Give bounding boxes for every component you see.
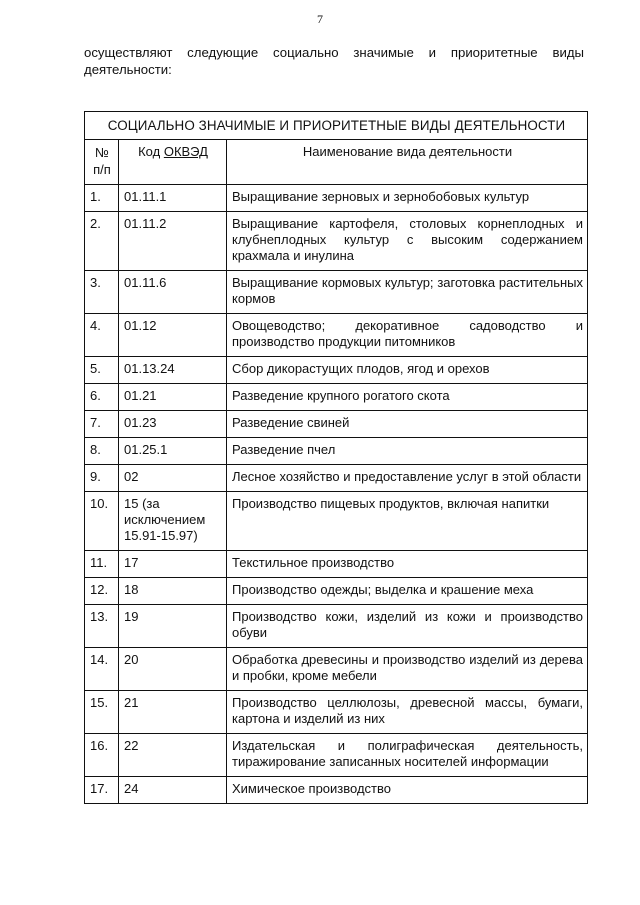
row-number: 4. bbox=[85, 314, 119, 357]
row-activity-name: Производство пищевых продуктов, включая напитки bbox=[227, 492, 588, 551]
row-activity-name: Выращивание зерновых и зернобобовых культур bbox=[227, 185, 588, 212]
table-row bbox=[85, 691, 588, 734]
header-number bbox=[85, 140, 119, 185]
row-okved-code: 24 bbox=[119, 777, 227, 804]
row-activity-name: Разведение крупного рогатого скота bbox=[227, 384, 588, 411]
row-okved-code: 01.11.2 bbox=[119, 212, 227, 271]
row-okved-code: 02 bbox=[119, 465, 227, 492]
row-activity-name: Выращивание картофеля, столовых корнеплодных и клубнеплодных культур с высоким содержанием крахмала и инулина bbox=[227, 212, 588, 271]
activities-table bbox=[84, 111, 588, 804]
header-number-line2: п/п bbox=[93, 162, 111, 177]
row-activity-name: Издательская и полиграфическая деятельность, тиражирование записанных носителей информации bbox=[227, 734, 588, 777]
row-okved-code: 01.12 bbox=[119, 314, 227, 357]
header-code bbox=[119, 140, 227, 185]
row-activity-name: Производство кожи, изделий из кожи и производство обуви bbox=[227, 605, 588, 648]
row-number: 2. bbox=[85, 212, 119, 271]
row-number: 7. bbox=[85, 411, 119, 438]
row-activity-name: Химическое производство bbox=[227, 777, 588, 804]
row-number: 5. bbox=[85, 357, 119, 384]
table-row bbox=[85, 648, 588, 691]
row-number: 6. bbox=[85, 384, 119, 411]
row-okved-code: 01.23 bbox=[119, 411, 227, 438]
table-body bbox=[85, 185, 588, 804]
table-row bbox=[85, 271, 588, 314]
header-code-abbr: ОКВЭД bbox=[163, 144, 208, 159]
row-activity-name: Овощеводство; декоративное садоводство и производство продукции питомников bbox=[227, 314, 588, 357]
header-code-prefix: Код bbox=[138, 144, 161, 159]
row-number: 13. bbox=[85, 605, 119, 648]
row-activity-name: Обработка древесины и производство изделий из дерева и пробки, кроме мебели bbox=[227, 648, 588, 691]
table-title-row bbox=[85, 112, 588, 140]
row-okved-code: 01.21 bbox=[119, 384, 227, 411]
row-okved-code: 01.25.1 bbox=[119, 438, 227, 465]
row-number: 11. bbox=[85, 551, 119, 578]
row-activity-name: Производство одежды; выделка и крашение меха bbox=[227, 578, 588, 605]
row-okved-code: 01.11.6 bbox=[119, 271, 227, 314]
row-number: 8. bbox=[85, 438, 119, 465]
row-okved-code: 22 bbox=[119, 734, 227, 777]
table-row bbox=[85, 357, 588, 384]
row-number: 16. bbox=[85, 734, 119, 777]
table-title: СОЦИАЛЬНО ЗНАЧИМЫЕ И ПРИОРИТЕТНЫЕ ВИДЫ ДЕЯТЕЛЬНОСТИ bbox=[85, 112, 588, 140]
row-okved-code: 20 bbox=[119, 648, 227, 691]
row-okved-code: 19 bbox=[119, 605, 227, 648]
row-number: 9. bbox=[85, 465, 119, 492]
header-activity-name: Наименование вида деятельности bbox=[227, 140, 588, 185]
page-number: 7 bbox=[317, 12, 323, 26]
row-activity-name: Производство целлюлозы, древесной массы, бумаги, картона и изделий из них bbox=[227, 691, 588, 734]
table-row bbox=[85, 578, 588, 605]
table-row bbox=[85, 384, 588, 411]
row-okved-code: 15 (за исключением 15.91-15.97) bbox=[119, 492, 227, 551]
row-number: 10. bbox=[85, 492, 119, 551]
row-activity-name: Сбор дикорастущих плодов, ягод и орехов bbox=[227, 357, 588, 384]
row-okved-code: 01.11.1 bbox=[119, 185, 227, 212]
header-number-line1: № bbox=[95, 145, 109, 160]
row-number: 1. bbox=[85, 185, 119, 212]
table-row bbox=[85, 314, 588, 357]
table-row bbox=[85, 777, 588, 804]
row-activity-name: Разведение свиней bbox=[227, 411, 588, 438]
row-number: 14. bbox=[85, 648, 119, 691]
row-activity-name: Текстильное производство bbox=[227, 551, 588, 578]
row-number: 17. bbox=[85, 777, 119, 804]
row-activity-name: Выращивание кормовых культур; заготовка растительных кормов bbox=[227, 271, 588, 314]
table-row bbox=[85, 551, 588, 578]
table-row bbox=[85, 438, 588, 465]
table-row bbox=[85, 492, 588, 551]
table-row bbox=[85, 212, 588, 271]
row-activity-name: Разведение пчел bbox=[227, 438, 588, 465]
intro-paragraph: осуществляют следующие социально значимые и приоритетные виды деятельности: bbox=[84, 45, 584, 77]
row-number: 15. bbox=[85, 691, 119, 734]
row-number: 12. bbox=[85, 578, 119, 605]
table-row bbox=[85, 411, 588, 438]
row-okved-code: 18 bbox=[119, 578, 227, 605]
table-row bbox=[85, 185, 588, 212]
table-row bbox=[85, 734, 588, 777]
row-number: 3. bbox=[85, 271, 119, 314]
row-okved-code: 21 bbox=[119, 691, 227, 734]
row-okved-code: 01.13.24 bbox=[119, 357, 227, 384]
table-row bbox=[85, 605, 588, 648]
row-okved-code: 17 bbox=[119, 551, 227, 578]
table-header-row bbox=[85, 140, 588, 185]
row-activity-name: Лесное хозяйство и предоставление услуг в этой области bbox=[227, 465, 588, 492]
table-row bbox=[85, 465, 588, 492]
